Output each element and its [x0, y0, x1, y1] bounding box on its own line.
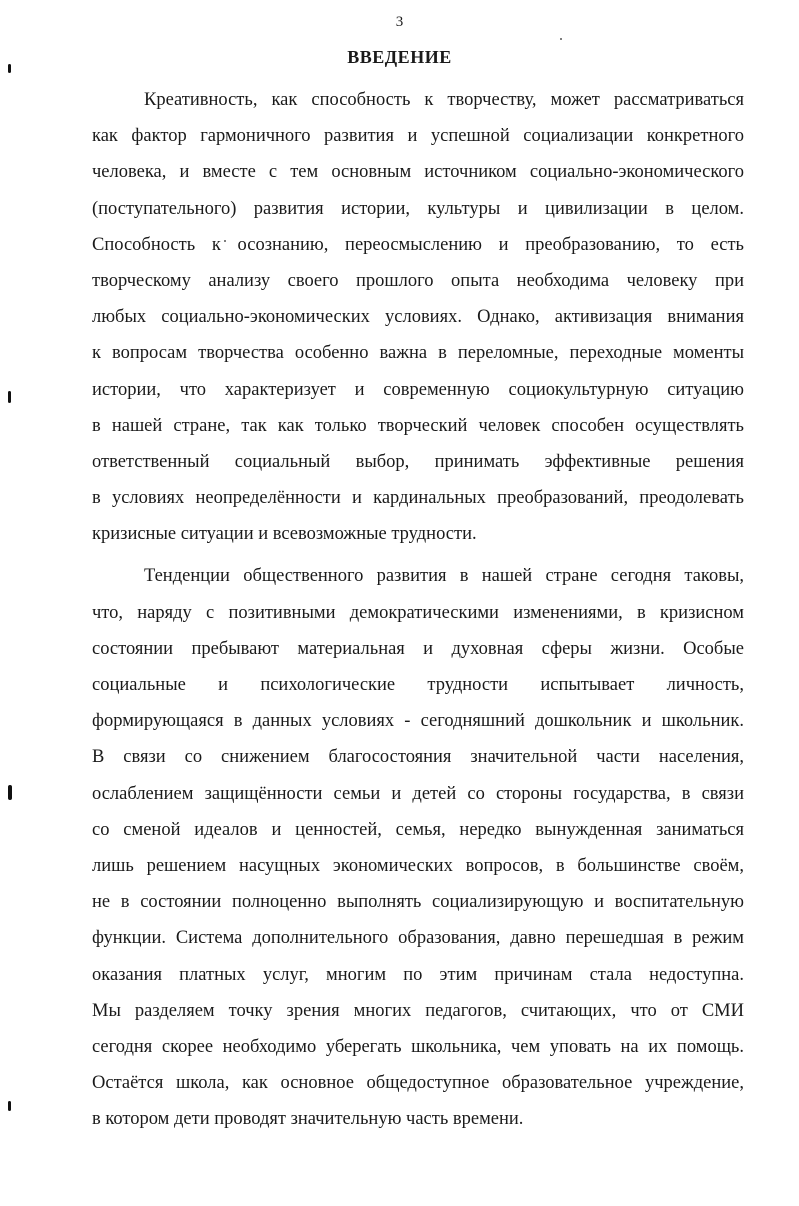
text-line: человека, и вместе с тем основным источником социально-экономического — [92, 162, 744, 183]
text-line: оказания платных услуг, многим по этим причинам стала недоступна. — [92, 964, 744, 985]
text-line: в условиях неопределённости и кардинальных преобразований, преодолевать — [92, 488, 744, 509]
text-line: что, наряду с позитивными демократическими изменениями, в кризисном — [92, 602, 744, 623]
text-line: к вопросам творчества особенно важна в переломные, переходные моменты — [92, 343, 744, 364]
text-line: со сменой идеалов и ценностей, семья, нередко вынужденная заниматься — [92, 819, 744, 840]
paragraph-1 — [92, 82, 744, 552]
text-line: кризисные ситуации и всевозможные трудности. — [92, 524, 477, 545]
text-line: творческому анализу своего прошлого опыта необходима человеку при — [92, 270, 744, 291]
text-line: состоянии пребывают материальная и духовная сферы жизни. Особые — [92, 638, 744, 659]
page-number: 3 — [395, 14, 404, 30]
paragraph-2 — [92, 558, 744, 1137]
scan-mark — [8, 785, 12, 800]
text-line: Креативность, как способность к творчеству, может рассматриваться — [144, 90, 744, 110]
scan-speck — [560, 38, 562, 40]
text-line: Тенденции общественного развития в нашей стране сегодня таковы, — [144, 566, 744, 587]
text-line: как фактор гармоничного развития и успешной социализации конкретного — [92, 126, 744, 147]
text-line: Мы разделяем точку зрения многих педагогов, считающих, что от СМИ — [92, 1000, 744, 1021]
text-line: формирующаяся в данных условиях - сегодняшний дошкольник и школьник. — [92, 711, 744, 732]
text-line: в котором дети проводят значительную часть времени. — [92, 1109, 524, 1130]
text-line: В связи со снижением благосостояния значительной части населения, — [92, 747, 744, 768]
text-line: Остаётся школа, как основное общедоступное образовательное учреждение, — [92, 1073, 744, 1094]
text-line: (поступательного) развития истории, культуры и цивилизации в целом. — [92, 198, 744, 219]
page-title: ВВЕДЕНИЕ — [347, 47, 452, 67]
scan-mark — [8, 391, 11, 403]
document-body — [92, 82, 744, 1137]
text-line: ответственный социальный выбор, принимать эффективные решения — [92, 451, 744, 472]
text-line: лишь решением насущных экономических вопросов, в большинстве своём, — [92, 855, 744, 876]
text-line: истории, что характеризует и современную социокультурную ситуацию — [92, 379, 744, 400]
scan-mark — [8, 1101, 11, 1111]
text-line: любых социально-экономических условиях. Однако, активизация внимания — [92, 307, 744, 328]
text-line: ослаблением защищённости семьи и детей со стороны государства, в связи — [92, 783, 744, 804]
scan-mark — [8, 64, 11, 73]
text-line: Способность к осознанию, переосмыслению и преобразованию, то есть — [92, 234, 744, 255]
text-line: сегодня скорее необходимо уберегать школьника, чем уповать на их помощь. — [92, 1036, 744, 1057]
text-line: не в состоянии полноценно выполнять социализирующую и воспитательную — [92, 892, 744, 913]
text-line: функции. Система дополнительного образования, давно перешедшая в режим — [92, 928, 744, 949]
text-line: в нашей стране, так как только творческий человек способен осуществлять — [92, 415, 744, 436]
text-line: социальные и психологические трудности испытывает личность, — [92, 675, 744, 695]
